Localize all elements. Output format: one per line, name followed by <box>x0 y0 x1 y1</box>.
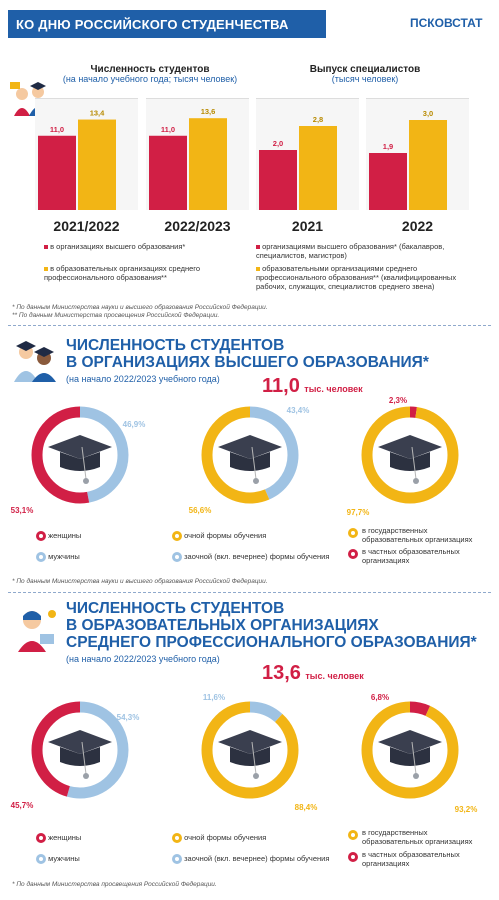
divider <box>8 325 491 326</box>
total-value: 13,6 <box>262 662 301 684</box>
legend-item <box>256 264 484 291</box>
bar <box>409 120 447 210</box>
legend-label: мужчины <box>48 854 80 863</box>
footnote: ** По данным Министерства просвещения Российской Федерации. <box>12 312 220 319</box>
total-unit: тыс. человек <box>305 671 364 681</box>
legend-item <box>348 850 488 868</box>
bar-value-label: 2,8 <box>312 115 324 124</box>
legend-item <box>348 526 488 544</box>
legend-item <box>256 242 484 260</box>
year-label: 2021/2022 <box>53 218 120 234</box>
students-chart-title: Численность студентов <box>90 64 210 75</box>
legend-ring-blue <box>172 552 182 562</box>
legend-ring-yellow <box>348 830 358 840</box>
slice-label: 46,9% <box>122 420 146 429</box>
graduates-chart-title: Выпуск специалистов <box>309 64 421 75</box>
legend-item <box>36 833 81 843</box>
legend-item <box>348 547 488 565</box>
bar <box>259 150 297 210</box>
bar <box>299 126 337 210</box>
bar-value-label: 13,4 <box>89 108 105 118</box>
slice-label: 2,3% <box>388 396 408 405</box>
legend-label: заочной (вкл. вечернее) формы обучения <box>184 552 330 561</box>
slice-label: 97,7% <box>346 508 370 517</box>
legend-ring-red <box>36 833 46 843</box>
legend-item <box>172 552 329 562</box>
legend-label: женщины <box>48 531 82 540</box>
bar-charts <box>0 0 499 240</box>
bar <box>38 136 76 210</box>
legend-item <box>36 854 80 864</box>
legend-ring-red <box>348 549 358 559</box>
bar <box>369 153 407 210</box>
slice-label: 56,6% <box>188 506 212 515</box>
legend-item <box>36 531 81 541</box>
section-title: ЧИСЛЕННОСТЬ СТУДЕНТОВ <box>66 337 285 354</box>
legend-item <box>36 552 80 562</box>
bar <box>189 118 227 210</box>
bar-value-label: 2,0 <box>272 139 284 148</box>
legend-label: заочной (вкл. вечернее) формы обучения <box>184 854 330 863</box>
legend-label: организациями высшего образования* (бакалавров, специалистов, магистров) <box>256 242 445 260</box>
footnote: * По данным Министерства науки и высшего образования Российской Федерации. <box>12 578 268 585</box>
section-subtitle: (на начало 2022/2023 учебного года) <box>66 374 220 384</box>
legend-label: очной формы обучения <box>184 833 267 842</box>
slice-label: 6,8% <box>370 693 390 702</box>
slice-label: 11,6% <box>202 693 226 702</box>
legend-label: в образовательных организациях среднего профессионального образования** <box>44 264 201 282</box>
legend-item <box>172 854 329 864</box>
ring-charts-vocational-ed <box>0 693 499 814</box>
legend-label: в частных образовательных организациях <box>362 547 460 565</box>
section-title: В ОРГАНИЗАЦИЯХ ВЫСШЕГО ОБРАЗОВАНИЯ* <box>66 354 429 371</box>
slice-label: 88,4% <box>294 803 318 812</box>
divider <box>8 592 491 593</box>
legend-label: женщины <box>48 833 82 842</box>
slice-label: 53,1% <box>10 506 34 515</box>
legend-swatch-red <box>256 245 260 249</box>
slice-label: 54,3% <box>116 713 140 722</box>
legend-item <box>172 531 266 541</box>
bar-value-label: 3,0 <box>422 109 434 118</box>
section-title: СРЕДНЕГО ПРОФЕССИОНАЛЬНОГО ОБРАЗОВАНИЯ* <box>66 634 477 651</box>
legend-ring-yellow <box>172 833 182 843</box>
footnote: * По данным Министерства просвещения Российской Федерации. <box>12 881 217 888</box>
legend-ring-red <box>36 531 46 541</box>
legend-ring-red <box>348 852 358 862</box>
legend-label: в государственных образовательных организациях <box>362 828 473 846</box>
legend-item <box>348 828 488 846</box>
section-subtitle: (на начало 2022/2023 учебного года) <box>66 654 220 664</box>
year-label: 2022 <box>401 218 434 234</box>
legend-label: в организациях высшего образования* <box>50 242 186 251</box>
bar-value-label: 11,0 <box>49 124 65 134</box>
legend-ring-yellow <box>348 528 358 538</box>
bar-value-label: 1,9 <box>382 142 394 151</box>
legend-label: образовательными организациями среднего профессионального образования** (квалифицированных рабочих, служащих, специалистов среднего звена) <box>256 264 457 291</box>
bar-value-label: 11,0 <box>160 124 176 134</box>
total-unit: тыс. человек <box>304 384 363 394</box>
slice-label: 93,2% <box>454 805 478 814</box>
bar <box>78 120 116 210</box>
legend-label: в государственных образовательных организациях <box>362 526 473 544</box>
legend-swatch-red <box>44 245 48 249</box>
year-label: 2022/2023 <box>164 218 231 234</box>
slice-label: 43,4% <box>286 406 310 415</box>
legend-ring-yellow <box>172 531 182 541</box>
student-reading-icon <box>10 606 60 652</box>
bar-value-label: 13,6 <box>200 107 216 117</box>
students-chart-subtitle: (на начало учебного года; тысяч человек) <box>62 74 238 84</box>
legend-swatch-yellow <box>256 267 260 271</box>
section-title: ЧИСЛЕННОСТЬ СТУДЕНТОВ <box>66 600 285 617</box>
graduates-chart-subtitle: (тысяч человек) <box>331 74 399 84</box>
legend-ring-blue <box>172 854 182 864</box>
footnote: * По данным Министерства науки и высшего образования Российской Федерации. <box>12 304 268 311</box>
bar <box>149 136 187 210</box>
legend-ring-blue <box>36 552 46 562</box>
legend-item <box>44 242 244 251</box>
page-title: КО ДНЮ РОССИЙСКОГО СТУДЕНЧЕСТВА <box>16 17 289 32</box>
legend-label: очной формы обучения <box>184 531 267 540</box>
legend-label: в частных образовательных организациях <box>362 850 460 868</box>
legend-ring-blue <box>36 854 46 864</box>
legend-swatch-yellow <box>44 267 48 271</box>
section-title: В ОБРАЗОВАТЕЛЬНЫХ ОРГАНИЗАЦИЯХ <box>66 617 379 634</box>
org-name: ПСКОВСТАТ <box>410 16 483 30</box>
slice-label: 45,7% <box>10 801 34 810</box>
legend-item <box>44 264 244 282</box>
year-label: 2021 <box>291 218 324 234</box>
legend-label: мужчины <box>48 552 80 561</box>
ring-charts-higher-ed <box>0 395 499 517</box>
total-value: 11,0 <box>262 375 300 397</box>
total-students <box>262 662 364 685</box>
graduates-icon <box>10 338 60 382</box>
legend-item <box>172 833 266 843</box>
